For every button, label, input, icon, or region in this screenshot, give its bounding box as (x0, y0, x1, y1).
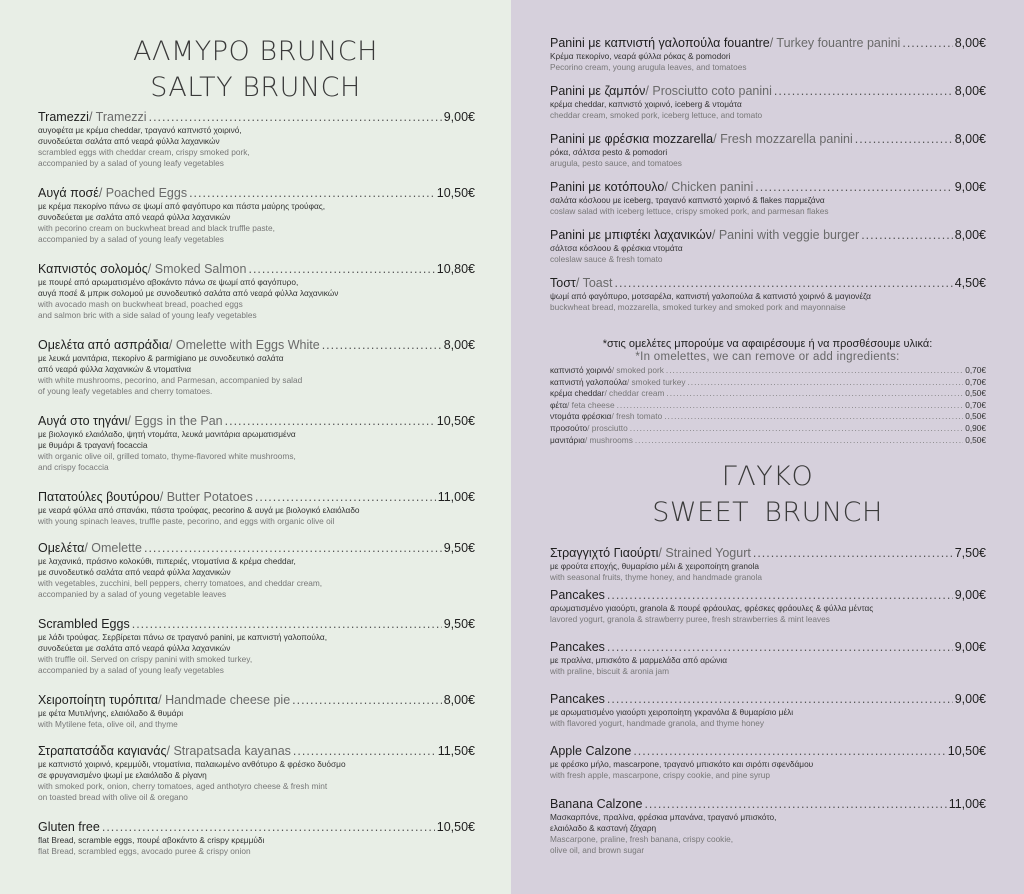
menu-item-price: 9,50€ (443, 617, 475, 631)
dot-leader (664, 411, 963, 423)
extra-ingredient-price: 0,50€ (965, 411, 986, 422)
menu-item-price: 11,50€ (437, 744, 475, 758)
panini-sweet-panel (511, 0, 1024, 894)
menu-item-header (38, 820, 475, 835)
extra-ingredient-row (550, 388, 986, 400)
menu-item-header (550, 276, 986, 291)
menu-item-description-greek: με αρωματισμένο γιαούρτι χειροποίητη γκρανόλα & θυμαρίσιο μέλι (550, 707, 794, 717)
menu-item-english-name: / Strapatsada kayanas (166, 744, 291, 758)
menu-item-price: 9,50€ (443, 541, 475, 555)
extra-ingredient-greek: κρέμα cheddar (550, 388, 605, 399)
dot-leader (225, 414, 435, 429)
menu-item-header (550, 84, 986, 99)
menu-item-english-name: / Handmade cheese pie (158, 693, 291, 707)
menu-item-header (38, 617, 475, 632)
menu-item (550, 180, 986, 217)
menu-item-description-greek: από νεαρά φύλλα λαχανικών & ντοματίνια (38, 364, 192, 374)
dot-leader (755, 180, 952, 195)
menu-item-description-english: and crispy focaccia (38, 462, 109, 472)
menu-item-name: Τοστ (550, 276, 576, 290)
menu-item-price: 10,50€ (436, 414, 475, 428)
dot-leader (902, 36, 952, 51)
menu-item-description-greek: σαλάτα κόσλοου με iceberg, τραγανό καπνιστό χοιρινό & flakes παρμεζάνα (550, 195, 825, 205)
menu-item-description-greek: συνοδεύεται με σαλάτα από νεαρά φύλλα λαχανικών (38, 212, 231, 222)
menu-item-name: Panini με φρέσκια mozzarella (550, 132, 714, 146)
menu-item-price: 11,00€ (437, 490, 475, 504)
menu-item-description-english: of young leafy vegetables and cherry tomatoes. (38, 386, 213, 396)
extra-ingredient-english: / cheddar cream (604, 388, 665, 399)
menu-item-header (38, 414, 475, 429)
menu-item-description-english: coslaw salad with iceberg lettuce, crispy smoked pork, and parmesan flakes (550, 206, 829, 216)
menu-item-english-name: / Omelette with Eggs White (168, 338, 320, 352)
menu-item-description-greek: με λάδι τρούφας. Σερβίρεται πάνω σε τραγανό panini, με καπνιστή γαλοπούλα, (38, 632, 328, 642)
menu-item-header (550, 692, 986, 707)
menu-item-description-english: accompanied by a salad of young vegetable leaves (38, 589, 227, 599)
menu-item-english-name: / Toast (575, 276, 613, 290)
dot-leader (633, 744, 945, 759)
menu-item-name: Gluten free (38, 820, 100, 834)
dot-leader (607, 692, 953, 707)
menu-item-description-greek: σάλτσα κόσλοου & φρέσκια ντομάτα (550, 243, 683, 253)
menu-item-header (550, 744, 986, 759)
menu-item-english-name: / Strained Yogurt (658, 546, 751, 560)
menu-item-description-greek: ψωμί από φαγόπυρο, μοτσαρέλα, καπνιστή γαλοπούλα & καπνιστό χοιρινό & μαγιονέζα (550, 291, 871, 301)
menu-item-price: 8,00€ (443, 338, 475, 352)
extra-ingredient-english: / smoked pork (611, 365, 664, 375)
menu-item-description-english: with organic olive oil, grilled tomato, thyme-flavored white mushrooms, (38, 451, 296, 461)
menu-item-english-name: / Omelette (84, 541, 142, 555)
menu-item-price: 10,50€ (947, 744, 986, 758)
menu-item-description-greek: με κρέμα πεκορίνο πάνω σε ψωμί από φαγόπυρο και πάστα μαύρης τρούφας, (38, 201, 326, 211)
menu-item-description-english: buckwheat bread, mozzarella, smoked turkey and smoked pork and mayonnaise (550, 302, 846, 312)
menu-item-name: Tramezzi (38, 110, 89, 124)
menu-item-description-english: arugula, pesto sauce, and tomatoes (550, 158, 682, 168)
salty-title-english: SALTY BRUNCH (150, 72, 361, 103)
dot-leader (644, 797, 946, 812)
dot-leader (666, 388, 963, 400)
menu-item-name: Pancakes (550, 640, 605, 654)
extra-ingredient-greek: μανιτάρια (550, 434, 585, 445)
menu-item-header (550, 132, 986, 147)
menu-item-description-greek: συνοδεύεται σαλάτα από νεαρά φύλλα λαχανικών (38, 136, 220, 146)
extra-ingredient-price: 0,70€ (965, 365, 986, 375)
dot-leader (189, 186, 435, 201)
menu-item-description-english: with fresh apple, mascarpone, crispy cookie, and pine syrup (550, 770, 770, 780)
menu-item-description-greek: με φρούτα εποχής, θυμαρίσιο μέλι & χειροποίητη granola (550, 561, 760, 571)
sweet-title-greek: ΓΛΥΚΟ (721, 461, 814, 492)
menu-item-header (550, 640, 986, 655)
menu-item-description-english: with Mytilene feta, olive oil, and thyme (38, 719, 178, 729)
omelette-note-greek: *στις ομελέτες μπορούμε να αφαιρέσουμε ή να προσθέσουμε υλικά: (602, 338, 933, 350)
menu-item-price: 8,00€ (443, 693, 475, 707)
menu-item-price: 8,00€ (954, 36, 986, 50)
menu-item-description-greek: με λευκά μανιτάρια, πεκορίνο & parmigiano με συνοδευτικό σαλάτα (38, 353, 284, 363)
menu-item-description-english: accompanied by a salad of young leafy vegetables (38, 665, 224, 675)
menu-item-description-greek: με φέτα Μυτιλήνης, ελαιόλαδο & θυμάρι (38, 708, 184, 718)
sweet-title-english: SWEET BRUNCH (652, 497, 883, 528)
menu-item-description-greek: ελαιόλαδο & καστανή ζάχαρη (550, 823, 657, 833)
menu-item (550, 228, 986, 265)
menu-item-description-english: cheddar cream, smoked pork, iceberg lettuce, and tomato (550, 110, 763, 120)
extra-ingredient-price: 0,70€ (965, 376, 986, 387)
dot-leader (861, 228, 953, 243)
dot-leader (607, 640, 953, 655)
omelette-extras-list (550, 365, 986, 446)
menu-item-description-english: with smoked pork, onion, cherry tomatoes, aged anthotyro cheese & fresh mint (38, 781, 328, 791)
menu-item-description-english: with white mushrooms, pecorino, and Parmesan, accompanied by salad (38, 375, 303, 385)
menu-item-header (38, 110, 475, 125)
menu-item-name: Χειροποίητη τυρόπιτα (38, 693, 159, 707)
extra-ingredient-price: 0,50€ (965, 434, 986, 445)
extra-ingredient-row (550, 435, 986, 447)
menu-item (550, 546, 986, 583)
dot-leader (753, 546, 953, 561)
dot-leader (293, 744, 436, 759)
salty-brunch-title (0, 34, 511, 106)
salty-title-greek: ΑΛΜΥΡΟ BRUNCH (133, 36, 378, 67)
menu-item (38, 693, 475, 730)
extra-ingredient-english: / fresh tomato (611, 411, 663, 422)
menu-item-description-greek: ρόκα, σάλτσα pesto & pomodori (550, 147, 668, 157)
menu-item-name: Pancakes (550, 692, 605, 706)
menu-item (550, 640, 986, 677)
dot-leader (774, 84, 953, 99)
dot-leader (149, 110, 442, 125)
dot-leader (255, 490, 436, 505)
menu-item (38, 617, 475, 676)
menu-item-english-name: / Prosciutto coto panini (645, 84, 772, 98)
dot-leader (855, 132, 953, 147)
menu-item-name: Ομελέτα από ασπράδια (38, 338, 169, 352)
menu-item-price: 8,00€ (954, 84, 986, 98)
menu-item-description-greek: Μασκαρπόνε, πραλίνα, φρέσκια μπανάνα, τραγανό μπισκότο, (550, 812, 777, 822)
menu-item-description-greek: με φρέσκο μήλο, mascarpone, τραγανό μπισκότο και σιρόπι σφενδάμου (550, 759, 814, 769)
extra-ingredient-row (550, 400, 986, 412)
menu-item-description-greek: αρωματισμένο γιαούρτι, granola & πουρέ φράουλας, φρέσκες φράουλες & φύλλα μέντας (550, 603, 874, 613)
menu-item-english-name: / Chicken panini (664, 180, 754, 194)
menu-item-header (550, 180, 986, 195)
extra-ingredient-english: / prosciutto (587, 422, 628, 433)
menu-item-header (550, 797, 986, 812)
menu-item-description-greek: με λαχανικά, πράσινο κολοκύθι, πιπεριές, ντοματίνια & κρέμα cheddar, (38, 556, 296, 566)
menu-item-description-english: accompanied by a salad of young leafy vegetables (38, 234, 224, 244)
menu-item (38, 186, 475, 245)
menu-item-header (550, 228, 986, 243)
menu-item (38, 744, 475, 803)
menu-item-name: Apple Calzone (550, 744, 632, 758)
extra-ingredient-greek: καπνιστή γαλοπούλα (550, 376, 627, 387)
menu-item-header (38, 490, 475, 505)
sweet-brunch-title (511, 459, 1024, 531)
menu-item-english-name: / Butter Potatoes (159, 490, 253, 504)
extra-ingredient-row (550, 365, 986, 377)
menu-item (38, 820, 475, 857)
menu-item-name: Panini με καπνιστή γαλοπούλα fouantre (550, 36, 770, 50)
menu-item-name: Panini με μπιφτέκι λαχανικών (550, 228, 712, 242)
menu-item-price: 9,00€ (443, 110, 475, 124)
dot-leader (248, 262, 434, 277)
menu-item-header (550, 36, 986, 51)
extra-ingredient-english: / feta cheese (567, 399, 615, 410)
dot-leader (617, 400, 964, 412)
menu-item-description-english: with flavored yogurt, handmade granola, and thyme honey (550, 718, 765, 728)
menu-item-description-english: Pecorino cream, young arugula leaves, and tomatoes (550, 62, 747, 72)
dot-leader (614, 276, 952, 291)
menu-item-description-greek: με νεαρά φύλλα από σπανάκι, πάστα τρούφας, pecorino & αυγά με βιολογικό ελαιόλαδο (38, 505, 360, 515)
dot-leader (666, 365, 963, 377)
menu-item-price: 4,50€ (954, 276, 986, 290)
extra-ingredient-english: / smoked turkey (626, 376, 686, 387)
extra-ingredient-greek: καπνιστό χοιρινό (550, 365, 612, 375)
omelette-note-english: *In omelettes, we can remove or add ingredients: (635, 351, 900, 363)
menu-item-description-greek: σε φρυγανισμένο ψωμί με ελαιόλαδο & ρίγανη (38, 770, 207, 780)
extra-ingredient-row (550, 377, 986, 389)
menu-item-price: 9,00€ (954, 640, 986, 654)
menu-item-english-name: / Poached Eggs (98, 186, 188, 200)
menu-item-description-english: with pecorino cream on buckwheat bread and black truffle paste, (38, 223, 275, 233)
menu-item-price: 9,00€ (954, 588, 986, 602)
dot-leader (322, 338, 442, 353)
menu-item-description-english: with avocado mash on buckwheat bread, poached eggs (38, 299, 243, 309)
menu-item-name: Panini με ζαμπόν (550, 84, 646, 98)
menu-item (550, 36, 986, 73)
dot-leader (292, 693, 442, 708)
menu-item-description-english: scrambled eggs with cheddar cream, crispy smoked pork, (38, 147, 250, 157)
menu-item-header (38, 186, 475, 201)
menu-item-price: 11,00€ (948, 797, 986, 811)
menu-item-description-english: with praline, biscuit & aronia jam (550, 666, 669, 676)
menu-item-name: Scrambled Eggs (38, 617, 130, 631)
menu-item-description-greek: με θυμάρι & τραγανή focaccia (38, 440, 148, 450)
menu-item-description-greek: με συνοδευτικό σαλάτα από νεαρά φύλλα λαχανικών (38, 567, 231, 577)
menu-item-description-english: coleslaw sauce & fresh tomato (550, 254, 663, 264)
dot-leader (102, 820, 435, 835)
extra-ingredient-greek: φέτα (550, 399, 568, 410)
menu-item-english-name: / Eggs in the Pan (127, 414, 223, 428)
menu-item-description-english: on toasted bread with olive oil & oregano (38, 792, 188, 802)
menu-item-description-english: olive oil, and brown sugar (550, 845, 645, 855)
menu-item-english-name: / Fresh mozzarella panini (713, 132, 853, 146)
extra-ingredient-price: 0,50€ (965, 388, 986, 399)
menu-item (38, 414, 475, 473)
menu-item-description-english: with young spinach leaves, truffle paste, pecorino, and eggs with organic olive oil (38, 516, 335, 526)
dot-leader (687, 377, 963, 389)
dot-leader (607, 588, 953, 603)
menu-item-description-english: flat Bread, scrambled eggs, avocado puree & crispy onion (38, 846, 251, 856)
menu-item-description-greek: Κρέμα πεκορίνο, νεαρά φύλλα ρόκας & pomodori (550, 51, 731, 61)
menu-item-name: Πατατούλες βουτύρου (38, 490, 160, 504)
menu-item-name: Αυγά ποσέ (38, 186, 99, 200)
menu-item-name: Ομελέτα (38, 541, 85, 555)
menu-item (38, 338, 475, 397)
salty-brunch-panel (0, 0, 511, 894)
menu-item (550, 84, 986, 121)
menu-item (550, 744, 986, 781)
menu-item-header (38, 262, 475, 277)
extra-ingredient-price: 0,70€ (965, 399, 986, 410)
extra-ingredient-greek: προσούτο (550, 422, 588, 433)
menu-item (38, 262, 475, 321)
menu-item-description-greek: με καπνιστό χοιρινό, κρεμμύδι, ντοματίνια, παλαιωμένο ανθότυρο & φρέσκο δυόσμο (38, 759, 346, 769)
menu-item-price: 7,50€ (954, 546, 986, 560)
menu-item (550, 276, 986, 313)
menu-item-header (38, 693, 475, 708)
dot-leader (132, 617, 442, 632)
menu-item-english-name: / Panini with veggie burger (711, 228, 860, 242)
menu-item-description-english: Mascarpone, praline, fresh banana, crispy cookie, (550, 834, 734, 844)
menu-item-price: 10,50€ (436, 186, 475, 200)
menu-item-header (38, 541, 475, 556)
menu-item-price: 9,00€ (954, 180, 986, 194)
menu-item-description-english: and salmon bric with a side salad of young leafy vegetables (38, 310, 257, 320)
menu-item-header (38, 338, 475, 353)
menu-item-description-greek: κρέμα cheddar, καπνιστό χοιρινό, iceberg & ντομάτα (550, 99, 742, 109)
menu-item-description-greek: συνοδεύεται με σαλάτα από νεαρά φύλλα λαχανικών (38, 643, 231, 653)
menu-item-description-greek: flat Bread, scramble eggs, πουρέ αβοκάντο & crispy κρεμμύδι (38, 835, 265, 845)
menu-item-description-greek: με πραλίνα, μπισκότο & μαρμελάδα από αρώνια (550, 655, 728, 665)
menu-item-description-english: with vegetables, zucchini, bell peppers, cherry tomatoes, and cheddar cream, (38, 578, 323, 588)
menu-item-name: Banana Calzone (550, 797, 643, 811)
menu-item-description-english: accompanied by a salad of young leafy vegetables (38, 158, 224, 168)
dot-leader (144, 541, 442, 556)
menu-item-description-greek: αυγοφέτα με κρέμα cheddar, τραγανό καπνιστό χοιρινό, (38, 125, 242, 135)
menu-item (550, 588, 986, 625)
menu-item-name: Αυγά στο τηγάνι (38, 414, 128, 428)
extra-ingredient-english: / mushrooms (584, 434, 633, 445)
menu-item-description-english: with seasonal fruits, thyme honey, and handmade granola (550, 572, 763, 582)
menu-item-description-greek: με βιολογικό ελαιόλαδο, ψητή ντομάτα, λευκά μανιτάρια αρωματισμένα (38, 429, 296, 439)
menu-item (550, 797, 986, 856)
menu-item-header (38, 744, 475, 759)
menu-item-name: Panini με κοτόπουλο (550, 180, 665, 194)
menu-item-description-english: lavored yogurt, granola & strawberry puree, fresh strawberries & mint leaves (550, 614, 830, 624)
menu-item-name: Καπνιστός σολομός (38, 262, 148, 276)
menu-item (550, 132, 986, 169)
menu-item-description-greek: με πουρέ από αρωματισμένο αβοκάντο πάνω σε ψωμί από φαγόπυρο, (38, 277, 299, 287)
menu-item-price: 8,00€ (954, 132, 986, 146)
menu-item-name: Pancakes (550, 588, 605, 602)
menu-item (38, 110, 475, 169)
extra-ingredient-price: 0,90€ (965, 422, 986, 433)
menu-item-price: 10,50€ (436, 820, 475, 834)
menu-item (550, 692, 986, 729)
menu-item (38, 541, 475, 600)
menu-item-english-name: / Smoked Salmon (147, 262, 247, 276)
extra-ingredient-greek: ντομάτα φρέσκια (550, 411, 612, 422)
menu-item-english-name: / Turkey fouantre panini (769, 36, 901, 50)
extra-ingredient-row (550, 411, 986, 423)
menu-item-price: 9,00€ (954, 692, 986, 706)
menu-item-header (550, 546, 986, 561)
menu-item (38, 490, 475, 527)
menu-item-name: Στραπατσάδα καγιανάς (38, 744, 167, 758)
menu-item-price: 8,00€ (954, 228, 986, 242)
menu-item-price: 10,80€ (436, 262, 475, 276)
menu-item-name: Στραγγιχτό Γιαούρτι (550, 546, 659, 560)
extra-ingredient-row (550, 423, 986, 435)
menu-item-description-english: with truffle oil. Served on crispy panini with smoked turkey, (38, 654, 253, 664)
dot-leader (635, 435, 963, 447)
menu-item-description-greek: αυγά ποσέ & μπρικ σολομού με συνοδευτικό σαλάτα από νεαρά φύλλα λαχανικών (38, 288, 339, 298)
menu-item-english-name: / Tramezzi (88, 110, 147, 124)
menu-item-header (550, 588, 986, 603)
dot-leader (630, 423, 964, 435)
